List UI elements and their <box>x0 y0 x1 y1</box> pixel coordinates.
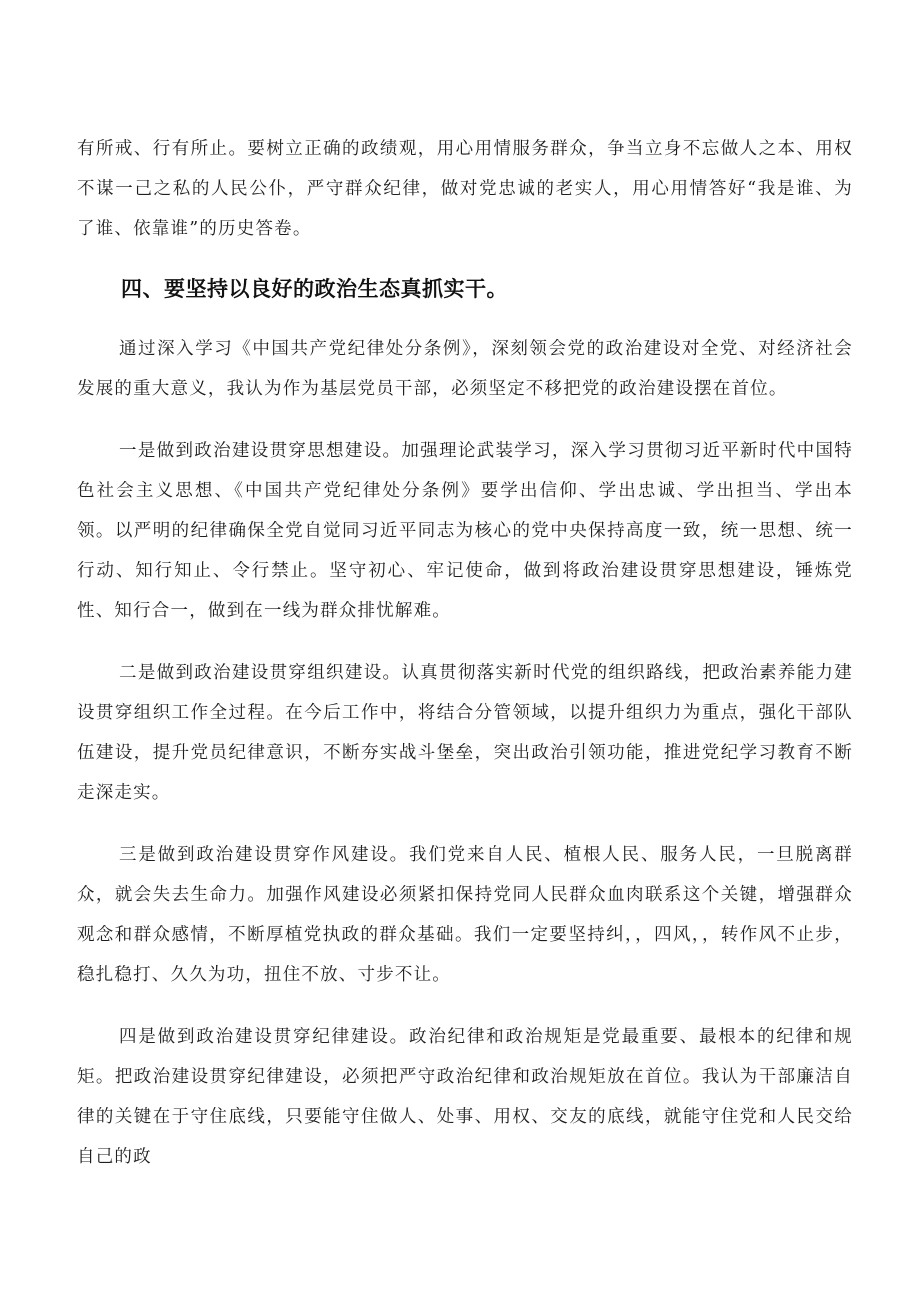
paragraph-point-four: 四是做到政治建设贯穿纪律建设。政治纪律和政治规矩是党最重要、最根本的纪律和规矩。把政治建设贯穿纪律建设，必须把严守政治纪律和政治规矩放在首位。我认为干部廉洁自律的关键在于守住底线，只要能守住做人、处事、用权、交友的底线，就能守住党和人民交给自己的政 <box>77 1027 853 1167</box>
spacer <box>77 995 853 1017</box>
paragraph-continuation: 有所戒、行有所止。要树立正确的政绩观，用心用情服务群众，争当立身不忘做人之本、用权不谋一己之私的人民公仆，严守群众纪律，做对党忠诚的老实人，用心用情答好“我是谁、为了谁、依靠谁”的历史答卷。 <box>77 139 853 239</box>
spacer <box>77 309 853 329</box>
spacer <box>77 631 853 653</box>
document-body <box>77 129 853 1177</box>
paragraph-intro: 通过深入学习《中国共产党纪律处分条例》，深刻领会党的政治建设对全党、对经济社会发展的重大意义，我认为作为基层党员干部，必须坚定不移把党的政治建设摆在首位。 <box>77 339 853 399</box>
paragraph-point-one: 一是做到政治建设贯穿思想建设。加强理论武装学习，深入学习贯彻习近平新时代中国特色社会主义思想、《中国共产党纪律处分条例》要学出信仰、学出忠诚、学出担当、学出本领。以严明的纪律确保全党自觉同习近平同志为核心的党中央保持高度一致，统一思想、统一行动、知行知止、令行禁止。坚守初心、牢记使命，做到将政治建设贯穿思想建设，锤炼党性、知行合一，做到在一线为群众排忧解难。 <box>77 441 853 621</box>
paragraph-point-three: 三是做到政治建设贯穿作风建设。我们党来自人民、植根人民、服务人民，一旦脱离群众，就会失去生命力。加强作风建设必须紧扣保持党同人民群众血肉联系这个关键，增强群众观念和群众感情，不断厚植党执政的群众基础。我们一定要坚持纠，，四风，，转作风不止步，稳扎稳打、久久为功，扭住不放、寸步不让。 <box>77 845 853 985</box>
spacer <box>77 249 853 269</box>
spacer <box>77 409 853 431</box>
section-heading: 四、要坚持以良好的政治生态真抓实干。 <box>121 277 508 301</box>
spacer <box>77 813 853 835</box>
paragraph-point-two: 二是做到政治建设贯穿组织建设。认真贯彻落实新时代党的组织路线，把政治素养能力建设贯穿组织工作全过程。在今后工作中，将结合分管领域，以提升组织力为重点，强化干部队伍建设，提升党员纪律意识，不断夯实战斗堡垒，突出政治引领功能，推进党纪学习教育不断走深走实。 <box>77 663 853 803</box>
